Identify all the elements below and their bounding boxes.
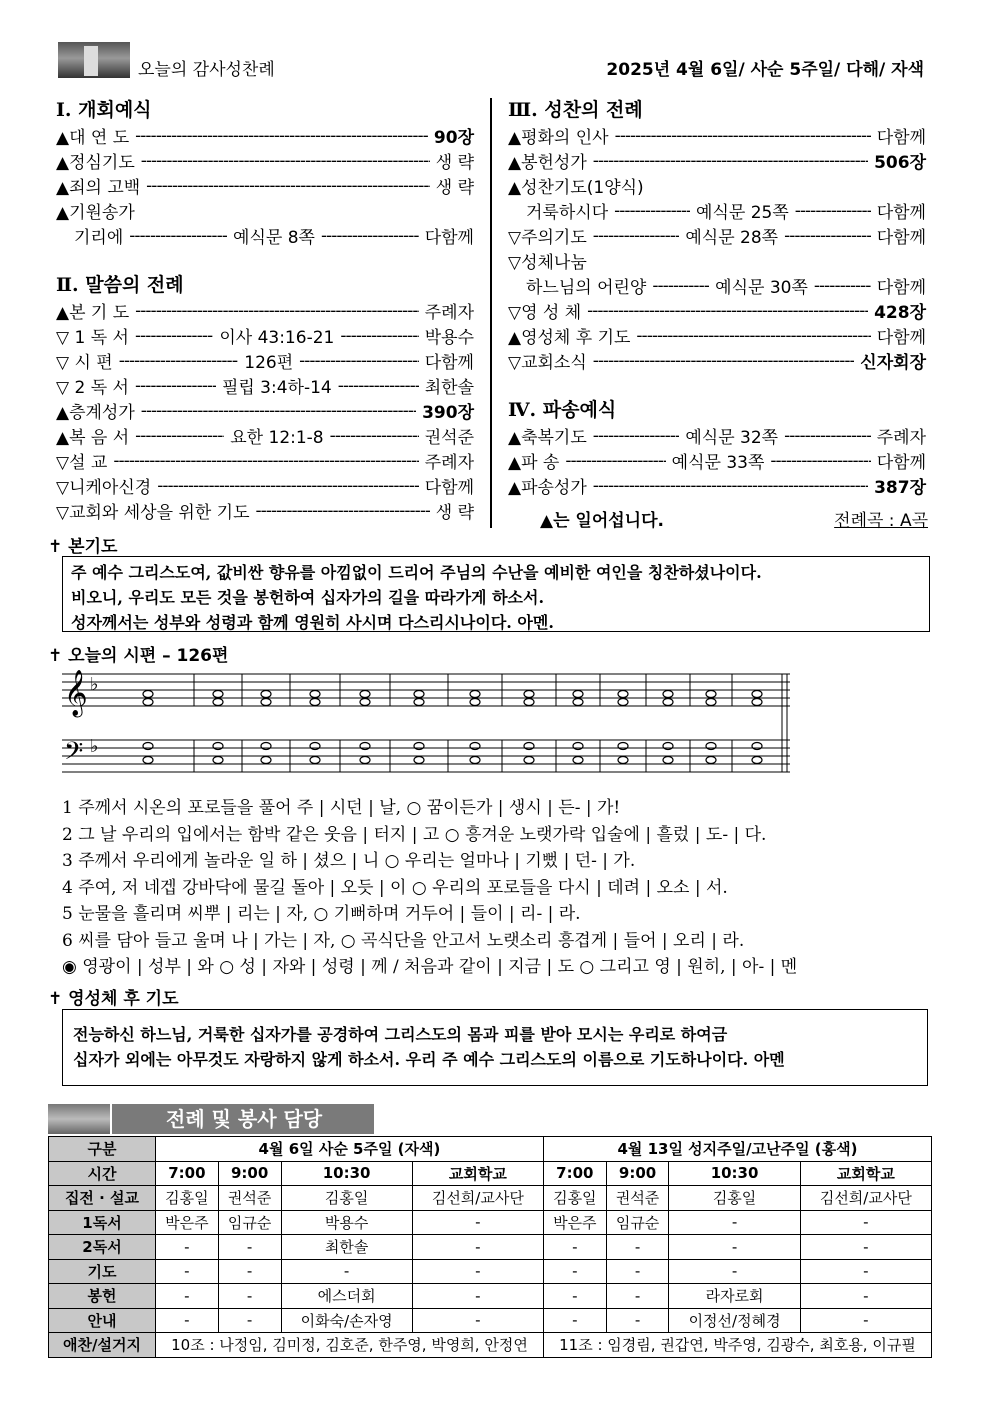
- note-head: [663, 699, 673, 706]
- collect-line: 성자께서는 성부와 성령과 함께 영원히 사시며 다스리시나이다. 아멘.: [71, 613, 554, 632]
- assignment-cell: -: [281, 1259, 412, 1284]
- liturgy-item-label: ▲죄의 고백: [56, 178, 141, 198]
- note-head: [752, 699, 762, 706]
- note-head: [663, 691, 673, 698]
- liturgy-item-value: 생 략: [435, 178, 474, 198]
- liturgy-item-value: 다함께: [424, 228, 474, 248]
- note-head: [470, 757, 480, 764]
- assignment-cell: -: [669, 1259, 800, 1284]
- leader-dots: [593, 151, 868, 171]
- liturgy-item-label: ▲평화의 인사: [508, 128, 609, 148]
- liturgy-item-label: ▽영 성 체: [508, 303, 582, 323]
- note-head: [414, 691, 424, 698]
- time-slot: 교회학교: [412, 1161, 543, 1186]
- assignment-cell: 김선희/교사단: [800, 1186, 931, 1211]
- liturgy-item: [508, 148, 926, 173]
- section-title: Ⅱ. 말씀의 전례: [56, 274, 184, 296]
- section-title: Ⅲ. 성찬의 전례: [508, 99, 643, 121]
- time-slot: 10:30: [669, 1161, 800, 1186]
- duty-banner: 전례 및 봉사 담당: [112, 1104, 374, 1134]
- liturgy-subheading: ▽성체나눔: [508, 253, 587, 273]
- note-head: [143, 757, 153, 764]
- psalm-verse: 1 주께서 시온의 포로들을 풀어 주 | 시던 | 날, ○ 꿈이든가 | 생시 | 든- | 가!: [62, 798, 621, 818]
- section-title: Ⅳ. 파송예식: [508, 399, 617, 421]
- leader-dots: [135, 301, 419, 321]
- svg-text:♭: ♭: [90, 674, 99, 695]
- liturgy-item: [508, 198, 926, 223]
- liturgy-subheading: ▲기원송가: [56, 203, 135, 223]
- liturgy-item: [56, 323, 474, 348]
- note-head: [143, 699, 153, 706]
- assignment-cell: -: [606, 1235, 669, 1260]
- psalm-verse: 5 눈물을 흘리며 씨뿌 | 리는 | 자, ○ 기뻐하며 거두어 | 들이 | 리- | 라.: [62, 904, 581, 924]
- section-title: Ⅰ. 개회예식: [56, 99, 152, 121]
- liturgy-item-value: 90장: [433, 128, 474, 148]
- time-slot: 9:00: [218, 1161, 281, 1186]
- liturgy-item: [508, 273, 926, 298]
- leader-dots: [636, 326, 870, 346]
- assignment-cell: 라자로회: [669, 1284, 800, 1309]
- leader-dots: [119, 351, 239, 371]
- liturgy-item: [56, 448, 474, 473]
- assignment-cell: -: [800, 1259, 931, 1284]
- note-head: [213, 699, 223, 706]
- assignment-cell: -: [218, 1284, 281, 1309]
- liturgy-item: [56, 148, 474, 173]
- role-label: 안내: [49, 1308, 156, 1333]
- liturgy-item-reference: 예식문 32쪽: [685, 428, 779, 448]
- assignment-cell: 임규순: [218, 1210, 281, 1235]
- assignment-cell: -: [800, 1210, 931, 1235]
- note-head: [213, 691, 223, 698]
- duty-table: [48, 1136, 932, 1358]
- assignment-cell: -: [800, 1235, 931, 1260]
- liturgy-item-label: ▲파 송: [508, 453, 560, 473]
- time-slot: 9:00: [606, 1161, 669, 1186]
- liturgy-item: [56, 423, 474, 448]
- leader-dots: [129, 226, 227, 246]
- note-head: [706, 757, 716, 764]
- liturgy-item-label: ▲대 연 도: [56, 128, 130, 148]
- time-slot: 교회학교: [800, 1161, 931, 1186]
- liturgy-item: [56, 473, 474, 498]
- assignment-cell: -: [606, 1284, 669, 1309]
- treble-staff: [62, 670, 790, 718]
- assignment-cell: 박은주: [543, 1210, 606, 1235]
- liturgy-item-value: 428장: [874, 303, 926, 323]
- assignment-cell: -: [606, 1308, 669, 1333]
- liturgy-item-value: 신자회장: [860, 353, 926, 373]
- liturgy-item-label: ▲복 음 서: [56, 428, 130, 448]
- column-divider: [490, 98, 492, 528]
- assignment-cell: -: [412, 1210, 543, 1235]
- time-slot: 7:00: [543, 1161, 606, 1186]
- note-head: [360, 699, 370, 706]
- leader-dots: [299, 351, 419, 371]
- assignment-cell: -: [543, 1259, 606, 1284]
- liturgy-item: [508, 348, 926, 373]
- liturgy-item-label: ▲봉헌성가: [508, 153, 587, 173]
- liturgy-item-label: ▽ 1 독 서: [56, 328, 129, 348]
- liturgy-item-value: 주례자: [424, 453, 474, 473]
- postcommunion-heading: ✝ 영성체 후 기도: [48, 989, 179, 1009]
- assignment-cell: -: [543, 1284, 606, 1309]
- duty-header-label: 구분: [49, 1137, 156, 1162]
- note-head: [360, 757, 370, 764]
- liturgy-item-value: 권석준: [424, 428, 474, 448]
- liturgy-item: [56, 348, 474, 373]
- liturgy-item-reference: 예식문 25쪽: [696, 203, 789, 223]
- note-head: [414, 699, 424, 706]
- assignment-cell: 이정선/정혜경: [669, 1308, 800, 1333]
- note-head: [261, 757, 271, 764]
- leader-dots: [330, 426, 419, 446]
- service-music: 전례곡 : A곡: [834, 511, 928, 531]
- note-head: [143, 691, 153, 698]
- leader-dots: [321, 226, 419, 246]
- liturgy-right-column: [508, 98, 926, 498]
- liturgy-item-reference: 예식문 33쪽: [671, 453, 765, 473]
- table-row: [49, 1259, 932, 1284]
- table-row: [49, 1284, 932, 1309]
- liturgy-item-value: 다함께: [876, 278, 926, 298]
- note-head: [573, 691, 583, 698]
- leader-dots: [135, 326, 213, 346]
- standing-note: ▲는 일어섭니다.: [540, 511, 664, 531]
- liturgy-item-reference: 필립 3:4하-14: [221, 378, 332, 398]
- assignment-cell: -: [412, 1259, 543, 1284]
- week1-header: 4월 6일 사순 5주일 (자색): [156, 1137, 544, 1162]
- note-head: [310, 757, 320, 764]
- assignment-cell: 권석준: [218, 1186, 281, 1211]
- liturgy-item-label: 기리에: [74, 228, 124, 248]
- cleanup-label: 애찬/설거지: [49, 1333, 156, 1358]
- role-label: 봉헌: [49, 1284, 156, 1309]
- time-label: 시간: [49, 1161, 156, 1186]
- liturgy-subheading: ▲성찬기도(1양식): [508, 178, 644, 198]
- note-head: [524, 757, 534, 764]
- page-title: 오늘의 감사성찬례: [138, 60, 275, 80]
- postcommunion-line: 전능하신 하느님, 거룩한 십자가를 공경하여 그리스도의 몸과 피를 받아 모시는 우리로 하여금: [73, 1025, 728, 1044]
- psalm-verse: 4 주여, 저 네겝 강바닥에 물길 돌아 | 오듯 | 이 ○ 우리의 포로들을 다시 | 데려 | 오소 | 서.: [62, 877, 728, 898]
- liturgy-item-value: 생 략: [435, 503, 474, 523]
- collect-box: [62, 556, 930, 632]
- liturgy-item-label: ▲본 기 도: [56, 303, 130, 323]
- assignment-cell: 김홍일: [156, 1186, 219, 1211]
- assignment-cell: 김홍일: [543, 1186, 606, 1211]
- liturgy-item-reference: 예식문 30쪽: [715, 278, 808, 298]
- leader-dots: [146, 176, 430, 196]
- note-head: [310, 691, 320, 698]
- collect-line: 비오니, 우리도 모든 것을 봉헌하여 십자가의 길을 따라가게 하소서.: [71, 588, 545, 607]
- note-head: [618, 699, 628, 706]
- liturgy-item-reference: 이사 43:16-21: [219, 328, 335, 348]
- note-head: [524, 699, 534, 706]
- note-head: [752, 691, 762, 698]
- assignment-cell: 에스더회: [281, 1284, 412, 1309]
- liturgy-item-label: ▽니케아신경: [56, 478, 152, 498]
- table-row: [49, 1308, 932, 1333]
- leader-dots: [256, 501, 430, 521]
- assignment-cell: -: [800, 1308, 931, 1333]
- assignment-cell: -: [412, 1308, 543, 1333]
- header-photo: [58, 42, 130, 78]
- note-head: [470, 699, 480, 706]
- assignment-cell: 김홍일: [281, 1186, 412, 1211]
- service-date: 2025년 4월 6일/ 사순 5주일/ 다해/ 자색: [606, 60, 924, 80]
- liturgy-item-label: ▲축복기도: [508, 428, 587, 448]
- leader-dots: [770, 451, 870, 471]
- liturgy-item: [508, 473, 926, 498]
- liturgy-item: [56, 223, 474, 248]
- svg-text:♭: ♭: [90, 736, 99, 757]
- cleanup-week2: 11조 : 임경림, 권갑연, 박주영, 김광수, 최호용, 이규필: [543, 1333, 931, 1358]
- assignment-cell: -: [669, 1210, 800, 1235]
- note-head: [360, 691, 370, 698]
- liturgy-left-column: [56, 98, 474, 523]
- collect-line: 주 예수 그리스도여, 값비싼 향유를 아낌없이 드리어 주님의 수난을 예비한 여인을 칭찬하셨나이다.: [71, 563, 762, 582]
- role-label: 1독서: [49, 1210, 156, 1235]
- liturgy-item: [508, 323, 926, 348]
- liturgy-item-reference: 예식문 8쪽: [233, 228, 315, 248]
- liturgy-item-label: 하느님의 어린양: [526, 278, 647, 298]
- leader-dots: [593, 476, 868, 496]
- leader-dots: [614, 201, 690, 221]
- assignment-cell: 최한솔: [281, 1235, 412, 1260]
- leader-dots: [615, 126, 871, 146]
- liturgy-item: [508, 448, 926, 473]
- liturgy-item: [508, 423, 926, 448]
- assignment-cell: -: [800, 1284, 931, 1309]
- note-head: [213, 757, 223, 764]
- liturgy-item-value: 주례자: [424, 303, 474, 323]
- note-head: [663, 757, 673, 764]
- postcommunion-line: 십자가 외에는 아무것도 자랑하지 않게 하소서. 우리 주 예수 그리스도의 이름으로 기도하나이다. 아멘: [73, 1050, 785, 1069]
- liturgy-item-label: ▲영성체 후 기도: [508, 328, 631, 348]
- assignment-cell: -: [218, 1308, 281, 1333]
- psalm-verse: ◉ 영광이 | 성부 | 와 ○ 성 | 자와 | 성령 | 께 / 처음과 같이 | 지금 | 도 ○ 그리고 영 | 원히, | 아- | 멘: [62, 957, 798, 977]
- liturgy-item-value: 주례자: [876, 428, 926, 448]
- leader-dots: [135, 426, 224, 446]
- collect-heading: ✝ 본기도: [48, 537, 118, 557]
- liturgy-item-reference: 요한 12:1-8: [230, 428, 324, 448]
- assignment-cell: -: [156, 1259, 219, 1284]
- note-head: [414, 757, 424, 764]
- assignment-cell: -: [669, 1235, 800, 1260]
- assignment-cell: -: [218, 1259, 281, 1284]
- psalm-verse: 6 씨를 담아 들고 울며 나 | 가는 | 자, ○ 곡식단을 안고서 노랫소리 흥겹게 | 들어 | 오리 | 라.: [62, 930, 745, 951]
- liturgy-item: [56, 373, 474, 398]
- liturgy-item-value: 다함께: [876, 203, 926, 223]
- role-label: 기도: [49, 1259, 156, 1284]
- leader-dots: [795, 201, 871, 221]
- note-head: [752, 757, 762, 764]
- assignment-cell: -: [543, 1235, 606, 1260]
- liturgy-item-label: ▲정심기도: [56, 153, 135, 173]
- leader-dots: [135, 376, 216, 396]
- table-row: [49, 1235, 932, 1260]
- liturgy-item-value: 387장: [874, 478, 926, 498]
- liturgy-item-value: 다함께: [876, 128, 926, 148]
- assignment-cell: -: [543, 1308, 606, 1333]
- liturgy-item-value: 박용수: [424, 328, 474, 348]
- liturgy-item: [56, 123, 474, 148]
- liturgy-item-reference: 예식문 28쪽: [685, 228, 779, 248]
- psalm-chant-score: [62, 666, 790, 780]
- liturgy-item-value: 생 략: [435, 153, 474, 173]
- assignment-cell: 김선희/교사단: [412, 1186, 543, 1211]
- liturgy-item-label: ▽주의기도: [508, 228, 587, 248]
- treble-clef-icon: 𝄞: [64, 670, 88, 716]
- note-head: [310, 699, 320, 706]
- liturgy-item-value: 다함께: [424, 478, 474, 498]
- leader-dots: [338, 376, 419, 396]
- note-head: [261, 699, 271, 706]
- note-head: [524, 691, 534, 698]
- assignment-cell: -: [218, 1235, 281, 1260]
- liturgy-item-value: 다함께: [424, 353, 474, 373]
- psalm-verse: 2 그 날 우리의 입에서는 함박 같은 웃음 | 터지 | 고 ○ 흥겨운 노랫가락 입술에 | 흘렀 | 도- | 다.: [62, 824, 767, 845]
- liturgy-item-value: 최한솔: [424, 378, 474, 398]
- liturgy-item: [508, 298, 926, 323]
- leader-dots: [340, 326, 418, 346]
- leader-dots: [157, 476, 419, 496]
- leader-dots: [565, 451, 665, 471]
- liturgy-item-label: 거룩하시다: [526, 203, 609, 223]
- liturgy-item: [56, 298, 474, 323]
- postcommunion-box: [62, 1009, 928, 1086]
- week2-header: 4월 13일 성지주일/고난주일 (홍색): [543, 1137, 931, 1162]
- liturgy-item: [56, 173, 474, 198]
- cleanup-week1: 10조 : 나정임, 김미정, 김호준, 한주영, 박영희, 안정연: [156, 1333, 544, 1358]
- liturgy-item: [508, 123, 926, 148]
- liturgy-item-value: 다함께: [876, 328, 926, 348]
- note-head: [706, 699, 716, 706]
- bass-staff: [62, 736, 790, 772]
- liturgy-item-value: 다함께: [876, 228, 926, 248]
- role-label: 집전 · 설교: [49, 1186, 156, 1211]
- psalm-verse: 3 주께서 우리에게 놀라운 일 하 | 셨으 | 니 ○ 우리는 얼마나 | 기뻤 | 던- | 가.: [62, 851, 636, 871]
- assignment-cell: -: [412, 1235, 543, 1260]
- leader-dots: [113, 451, 418, 471]
- liturgy-item-value: 다함께: [876, 453, 926, 473]
- assignment-cell: 김홍일: [669, 1186, 800, 1211]
- assignment-cell: -: [412, 1284, 543, 1309]
- note-head: [573, 757, 583, 764]
- liturgy-item-value: 506장: [874, 153, 926, 173]
- leader-dots: [141, 151, 430, 171]
- assignment-cell: -: [156, 1235, 219, 1260]
- bass-clef-icon: 𝄢: [64, 737, 84, 772]
- liturgy-item-label: ▲층계성가: [56, 403, 135, 423]
- liturgy-item-label: ▽ 시 편: [56, 353, 113, 373]
- table-row: [49, 1210, 932, 1235]
- leader-dots: [814, 276, 871, 296]
- leader-dots: [593, 426, 680, 446]
- liturgy-item: [56, 498, 474, 523]
- assignment-cell: -: [156, 1284, 219, 1309]
- leader-dots: [593, 226, 680, 246]
- leader-dots: [141, 401, 416, 421]
- leader-dots: [652, 276, 709, 296]
- note-head: [618, 757, 628, 764]
- liturgy-item-reference: 126편: [244, 353, 294, 373]
- liturgy-item: [56, 398, 474, 423]
- liturgy-item-label: ▽교회와 세상을 위한 기도: [56, 503, 250, 523]
- leader-dots: [587, 301, 868, 321]
- assignment-cell: -: [156, 1308, 219, 1333]
- psalm-heading: ✝ 오늘의 시편 – 126편: [48, 646, 229, 666]
- note-head: [470, 691, 480, 698]
- liturgy-item-value: 390장: [422, 403, 474, 423]
- liturgy-item-label: ▽교회소식: [508, 353, 587, 373]
- assignment-cell: 임규순: [606, 1210, 669, 1235]
- note-head: [706, 691, 716, 698]
- note-head: [573, 699, 583, 706]
- assignment-cell: 박용수: [281, 1210, 412, 1235]
- note-head: [618, 691, 628, 698]
- liturgy-item: [508, 223, 926, 248]
- role-label: 2독서: [49, 1235, 156, 1260]
- assignment-cell: -: [606, 1259, 669, 1284]
- leader-dots: [784, 426, 871, 446]
- liturgy-item-label: ▲파송성가: [508, 478, 587, 498]
- time-slot: 7:00: [156, 1161, 219, 1186]
- liturgy-item-label: ▽설 교: [56, 453, 108, 473]
- time-slot: 10:30: [281, 1161, 412, 1186]
- banner-photo: [48, 1104, 110, 1134]
- leader-dots: [135, 126, 428, 146]
- leader-dots: [593, 351, 855, 371]
- assignment-cell: 권석준: [606, 1186, 669, 1211]
- assignment-cell: 이화숙/손자영: [281, 1308, 412, 1333]
- table-row: [49, 1186, 932, 1211]
- note-head: [261, 691, 271, 698]
- liturgy-item-label: ▽ 2 독 서: [56, 378, 129, 398]
- assignment-cell: 박은주: [156, 1210, 219, 1235]
- leader-dots: [784, 226, 871, 246]
